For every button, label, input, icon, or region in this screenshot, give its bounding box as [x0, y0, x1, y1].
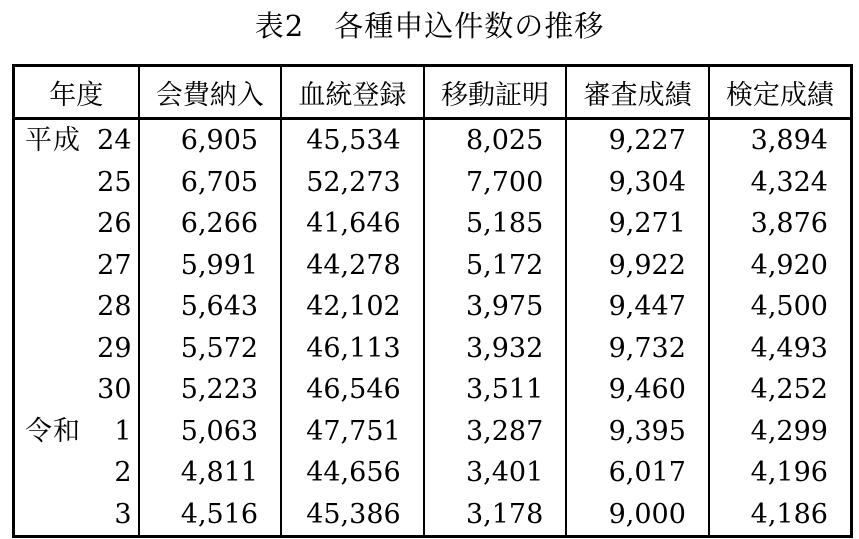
membership-fee-cell: 5,063	[139, 411, 282, 453]
membership-fee-cell: 6,705	[139, 162, 282, 204]
header-judging-results: 審査成績	[566, 66, 709, 119]
pedigree-registration-cell: 42,102	[281, 286, 424, 328]
inspection-results-cell: 4,500	[709, 286, 852, 328]
table-row	[14, 119, 852, 162]
transfer-certificate-cell: 3,401	[424, 452, 567, 494]
inspection-results-cell: 3,894	[709, 119, 852, 162]
transfer-certificate-cell: 3,975	[424, 286, 567, 328]
application-count-table	[12, 64, 853, 538]
header-row	[14, 66, 852, 119]
header-year: 年度	[14, 66, 139, 119]
transfer-certificate-cell: 3,287	[424, 411, 567, 453]
inspection-results-cell: 4,196	[709, 452, 852, 494]
table-row	[14, 162, 852, 204]
year-cell	[14, 245, 139, 287]
table-row	[14, 452, 852, 494]
transfer-certificate-cell: 3,178	[424, 494, 567, 537]
table-row	[14, 369, 852, 411]
judging-results-cell: 6,017	[566, 452, 709, 494]
membership-fee-cell: 4,516	[139, 494, 282, 537]
year-number: 24	[97, 125, 132, 157]
inspection-results-cell: 4,493	[709, 328, 852, 370]
pedigree-registration-cell: 45,534	[281, 119, 424, 162]
transfer-certificate-cell: 5,185	[424, 203, 567, 245]
header-pedigree-registration: 血統登録	[281, 66, 424, 119]
transfer-certificate-cell: 5,172	[424, 245, 567, 287]
judging-results-cell: 9,227	[566, 119, 709, 162]
judging-results-cell: 9,447	[566, 286, 709, 328]
table-row	[14, 494, 852, 537]
year-number: 3	[114, 498, 132, 530]
judging-results-cell: 9,732	[566, 328, 709, 370]
table-body	[14, 119, 852, 537]
table-row	[14, 411, 852, 453]
judging-results-cell: 9,922	[566, 245, 709, 287]
inspection-results-cell: 4,186	[709, 494, 852, 537]
year-number: 27	[97, 249, 132, 281]
inspection-results-cell: 4,299	[709, 411, 852, 453]
membership-fee-cell: 5,223	[139, 369, 282, 411]
membership-fee-cell: 5,572	[139, 328, 282, 370]
pedigree-registration-cell: 44,278	[281, 245, 424, 287]
judging-results-cell: 9,460	[566, 369, 709, 411]
inspection-results-cell: 4,252	[709, 369, 852, 411]
year-cell	[14, 328, 139, 370]
year-number: 25	[97, 166, 132, 198]
membership-fee-cell: 5,991	[139, 245, 282, 287]
membership-fee-cell: 6,905	[139, 119, 282, 162]
pedigree-registration-cell: 47,751	[281, 411, 424, 453]
inspection-results-cell: 3,876	[709, 203, 852, 245]
year-cell	[14, 162, 139, 204]
year-number: 28	[97, 291, 132, 323]
year-number: 29	[97, 332, 132, 364]
year-cell	[14, 494, 139, 537]
era-label: 平成	[25, 125, 81, 157]
table-title: 表2 各種申込件数の推移	[254, 9, 605, 43]
year-cell	[14, 203, 139, 245]
inspection-results-cell: 4,920	[709, 245, 852, 287]
pedigree-registration-cell: 46,113	[281, 328, 424, 370]
year-number: 26	[97, 208, 132, 240]
header-membership-fee: 会費納入	[139, 66, 282, 119]
year-cell	[14, 286, 139, 328]
year-number: 1	[114, 415, 132, 447]
judging-results-cell: 9,395	[566, 411, 709, 453]
pedigree-registration-cell: 52,273	[281, 162, 424, 204]
membership-fee-cell: 6,266	[139, 203, 282, 245]
inspection-results-cell: 4,324	[709, 162, 852, 204]
transfer-certificate-cell: 8,025	[424, 119, 567, 162]
pedigree-registration-cell: 45,386	[281, 494, 424, 537]
membership-fee-cell: 5,643	[139, 286, 282, 328]
table-row	[14, 286, 852, 328]
year-cell	[14, 411, 139, 453]
transfer-certificate-cell: 3,511	[424, 369, 567, 411]
year-number: 30	[97, 374, 132, 406]
header-transfer-certificate: 移動証明	[424, 66, 567, 119]
pedigree-registration-cell: 41,646	[281, 203, 424, 245]
judging-results-cell: 9,304	[566, 162, 709, 204]
transfer-certificate-cell: 7,700	[424, 162, 567, 204]
judging-results-cell: 9,000	[566, 494, 709, 537]
year-cell	[14, 119, 139, 162]
judging-results-cell: 9,271	[566, 203, 709, 245]
transfer-certificate-cell: 3,932	[424, 328, 567, 370]
table-row	[14, 203, 852, 245]
year-cell	[14, 369, 139, 411]
membership-fee-cell: 4,811	[139, 452, 282, 494]
header-inspection-results: 検定成績	[709, 66, 852, 119]
pedigree-registration-cell: 46,546	[281, 369, 424, 411]
pedigree-registration-cell: 44,656	[281, 452, 424, 494]
year-number: 2	[114, 457, 132, 489]
table-row	[14, 245, 852, 287]
year-cell	[14, 452, 139, 494]
table-row	[14, 328, 852, 370]
era-label: 令和	[25, 415, 81, 447]
